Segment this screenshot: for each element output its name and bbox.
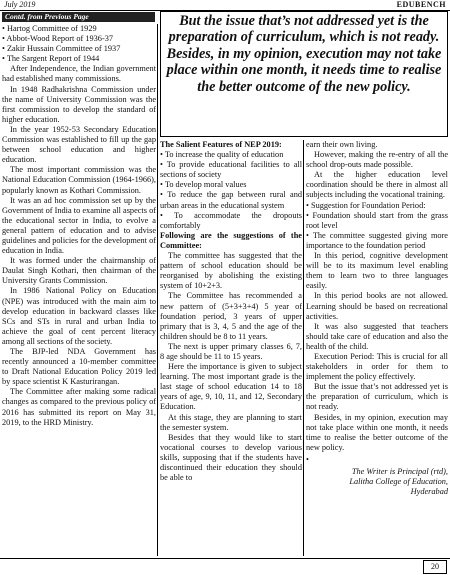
paragraph: The BJP-led NDA Government has recently announced a 10-member committee to Draft National Education Policy 2019 led by space scientist K Kasturirangan. (2, 347, 156, 387)
column-divider (157, 24, 158, 556)
paragraph: In the year 1952-53 Secondary Education Commission was established to fill up the gap between school education and higher education. (2, 124, 156, 165)
paragraph: It was an ad hoc commission set up by the Government of India to examine all aspects of the educational sector in India, to evolve a general pattern of education and to advise guidelines and policies for the development of education in India. (2, 195, 156, 256)
list-item: • Abbot-Wood Report of 1936-37 (2, 34, 114, 44)
end-bullet: • (306, 454, 309, 464)
paragraph: In this period, cognitive development will be to its maximum level enabling them to learn two to three languages easily. (306, 251, 448, 291)
list-item: • The committee suggested giving more importance to the foundation period (306, 230, 448, 250)
column-2 (160, 140, 302, 556)
paragraph: But the issue that’s not addressed yet is the preparation of curriculum, which is not ready. (306, 382, 448, 412)
paragraph: The next is upper primary classes 6, 7, 8 age should be 11 to 15 years. (160, 341, 302, 361)
paragraph: In this period books are not allowed. Learning should be based on recreational activities. (306, 291, 448, 321)
list-item: • Hartog Committee of 1929 (2, 24, 97, 33)
list-item: • Suggestion for Foundation Period: (306, 200, 426, 210)
section-heading: The Salient Features of NEP 2019: (160, 140, 282, 149)
paragraph: Besides that they would like to start vocational courses to develop various skills, supposing that if the students have discontinued their education they should be able to (160, 432, 302, 483)
pull-quote-line: But the issue that’s not addressed yet is the preparation of curriculum, which is not ready. (168, 13, 440, 46)
list-item: • To provide educational facilities to all sections of society (160, 160, 302, 180)
paragraph: Besides, in my opinion, execution may not take place within one month, it needs time to realise the better outcome of the new policy. (306, 412, 448, 452)
page-number: 20 (423, 560, 447, 574)
pull-quote (160, 11, 448, 137)
list-item: • To increase the quality of education (160, 150, 284, 160)
column-3 (306, 140, 448, 556)
paragraph: It was formed under the chairmanship of Daulat Singh Kothari, then chairman of the University Grants Commission. (2, 256, 156, 286)
continued-banner: Contd. from Previous Page (2, 12, 155, 22)
pull-quote-line: Besides, in my opinion, execution may not take place within one month, it needs time to realise the better outcome of the new policy. (166, 45, 442, 95)
signature-line: Lalitha College of Education, (349, 477, 448, 487)
paragraph: Here the importance is given to subject learning. The most important grade is the last stage of school education 14 to 18 years of age, 9, 10, 11, and 12, Secondary Education. (160, 362, 302, 412)
list-item: • The Sargent Report of 1944 (2, 54, 100, 64)
list-item: • To develop moral values (160, 180, 247, 190)
footer-rule (0, 558, 450, 559)
page-header (0, 0, 450, 11)
column-1 (2, 24, 156, 556)
paragraph: earn their own living. (306, 140, 378, 149)
paragraph: The Committee has recommended a new pattern of (5+3+3+4) 5 year of foundation period, 3 years of upper primary that is 3, 4, 5 and the age of the children should be 8 to 11 years. (160, 291, 302, 341)
list-item: • To accommodate the dropouts comfortably (160, 210, 302, 230)
paragraph: The most important commission was the National Education Commission (1964-1966), popularly known as Kothari Commission. (2, 165, 156, 195)
list-item: • Zakir Hussain Committee of 1937 (2, 44, 121, 54)
paragraph: In 1986 National Policy on Education (NPE) was introduced with the main aim to develop education in backward classes like SCs and STs in rural and urban India to achieve the goal of cent percent literacy among all sections of the society. (2, 286, 156, 346)
signature-line: The Writer is Principal (rtd), (351, 467, 448, 476)
list-item: • To reduce the gap between rural and urban areas in the educational system (160, 190, 302, 210)
issue-date: July 2019 (4, 0, 36, 9)
paragraph: It was also suggested that teachers should take care of education and also the health of the child. (306, 321, 448, 351)
paragraph: At the higher education level coordination should be there in almost all subjects including the vocational training. (306, 170, 448, 200)
signature-line: Hyderabad (410, 487, 448, 497)
section-heading: Following are the suggestions of the Committee: (160, 230, 302, 250)
paragraph: The Committee after making some radical changes as compared to the previous policy of 2016 has submitted its report on May 31, 2019, to the HRD Ministry. (2, 387, 156, 427)
paragraph: Execution Period: This is crucial for all stakeholders in order for them to implement the policy effectively. (306, 351, 448, 382)
paragraph: At this stage, they are planning to start the semester system. (160, 412, 302, 432)
author-signature (306, 467, 448, 497)
paragraph: After Independence, the Indian government had established many commissions. (2, 64, 156, 84)
paragraph: The committee has suggested that the pattern of school education should be reorganised by abolishing the existing system of 10+2+3. (160, 251, 302, 291)
list-item: • Foundation should start from the grass root level (306, 210, 448, 230)
column-divider (303, 140, 304, 556)
publication-name: EDUBENCH (396, 0, 446, 9)
paragraph: However, making the re-entry of all the school drop-outs made possible. (306, 150, 448, 170)
paragraph: In 1948 Radhakrishna Commission under the name of University Commission was the first commission to develop the standard of higher education. (2, 84, 156, 124)
